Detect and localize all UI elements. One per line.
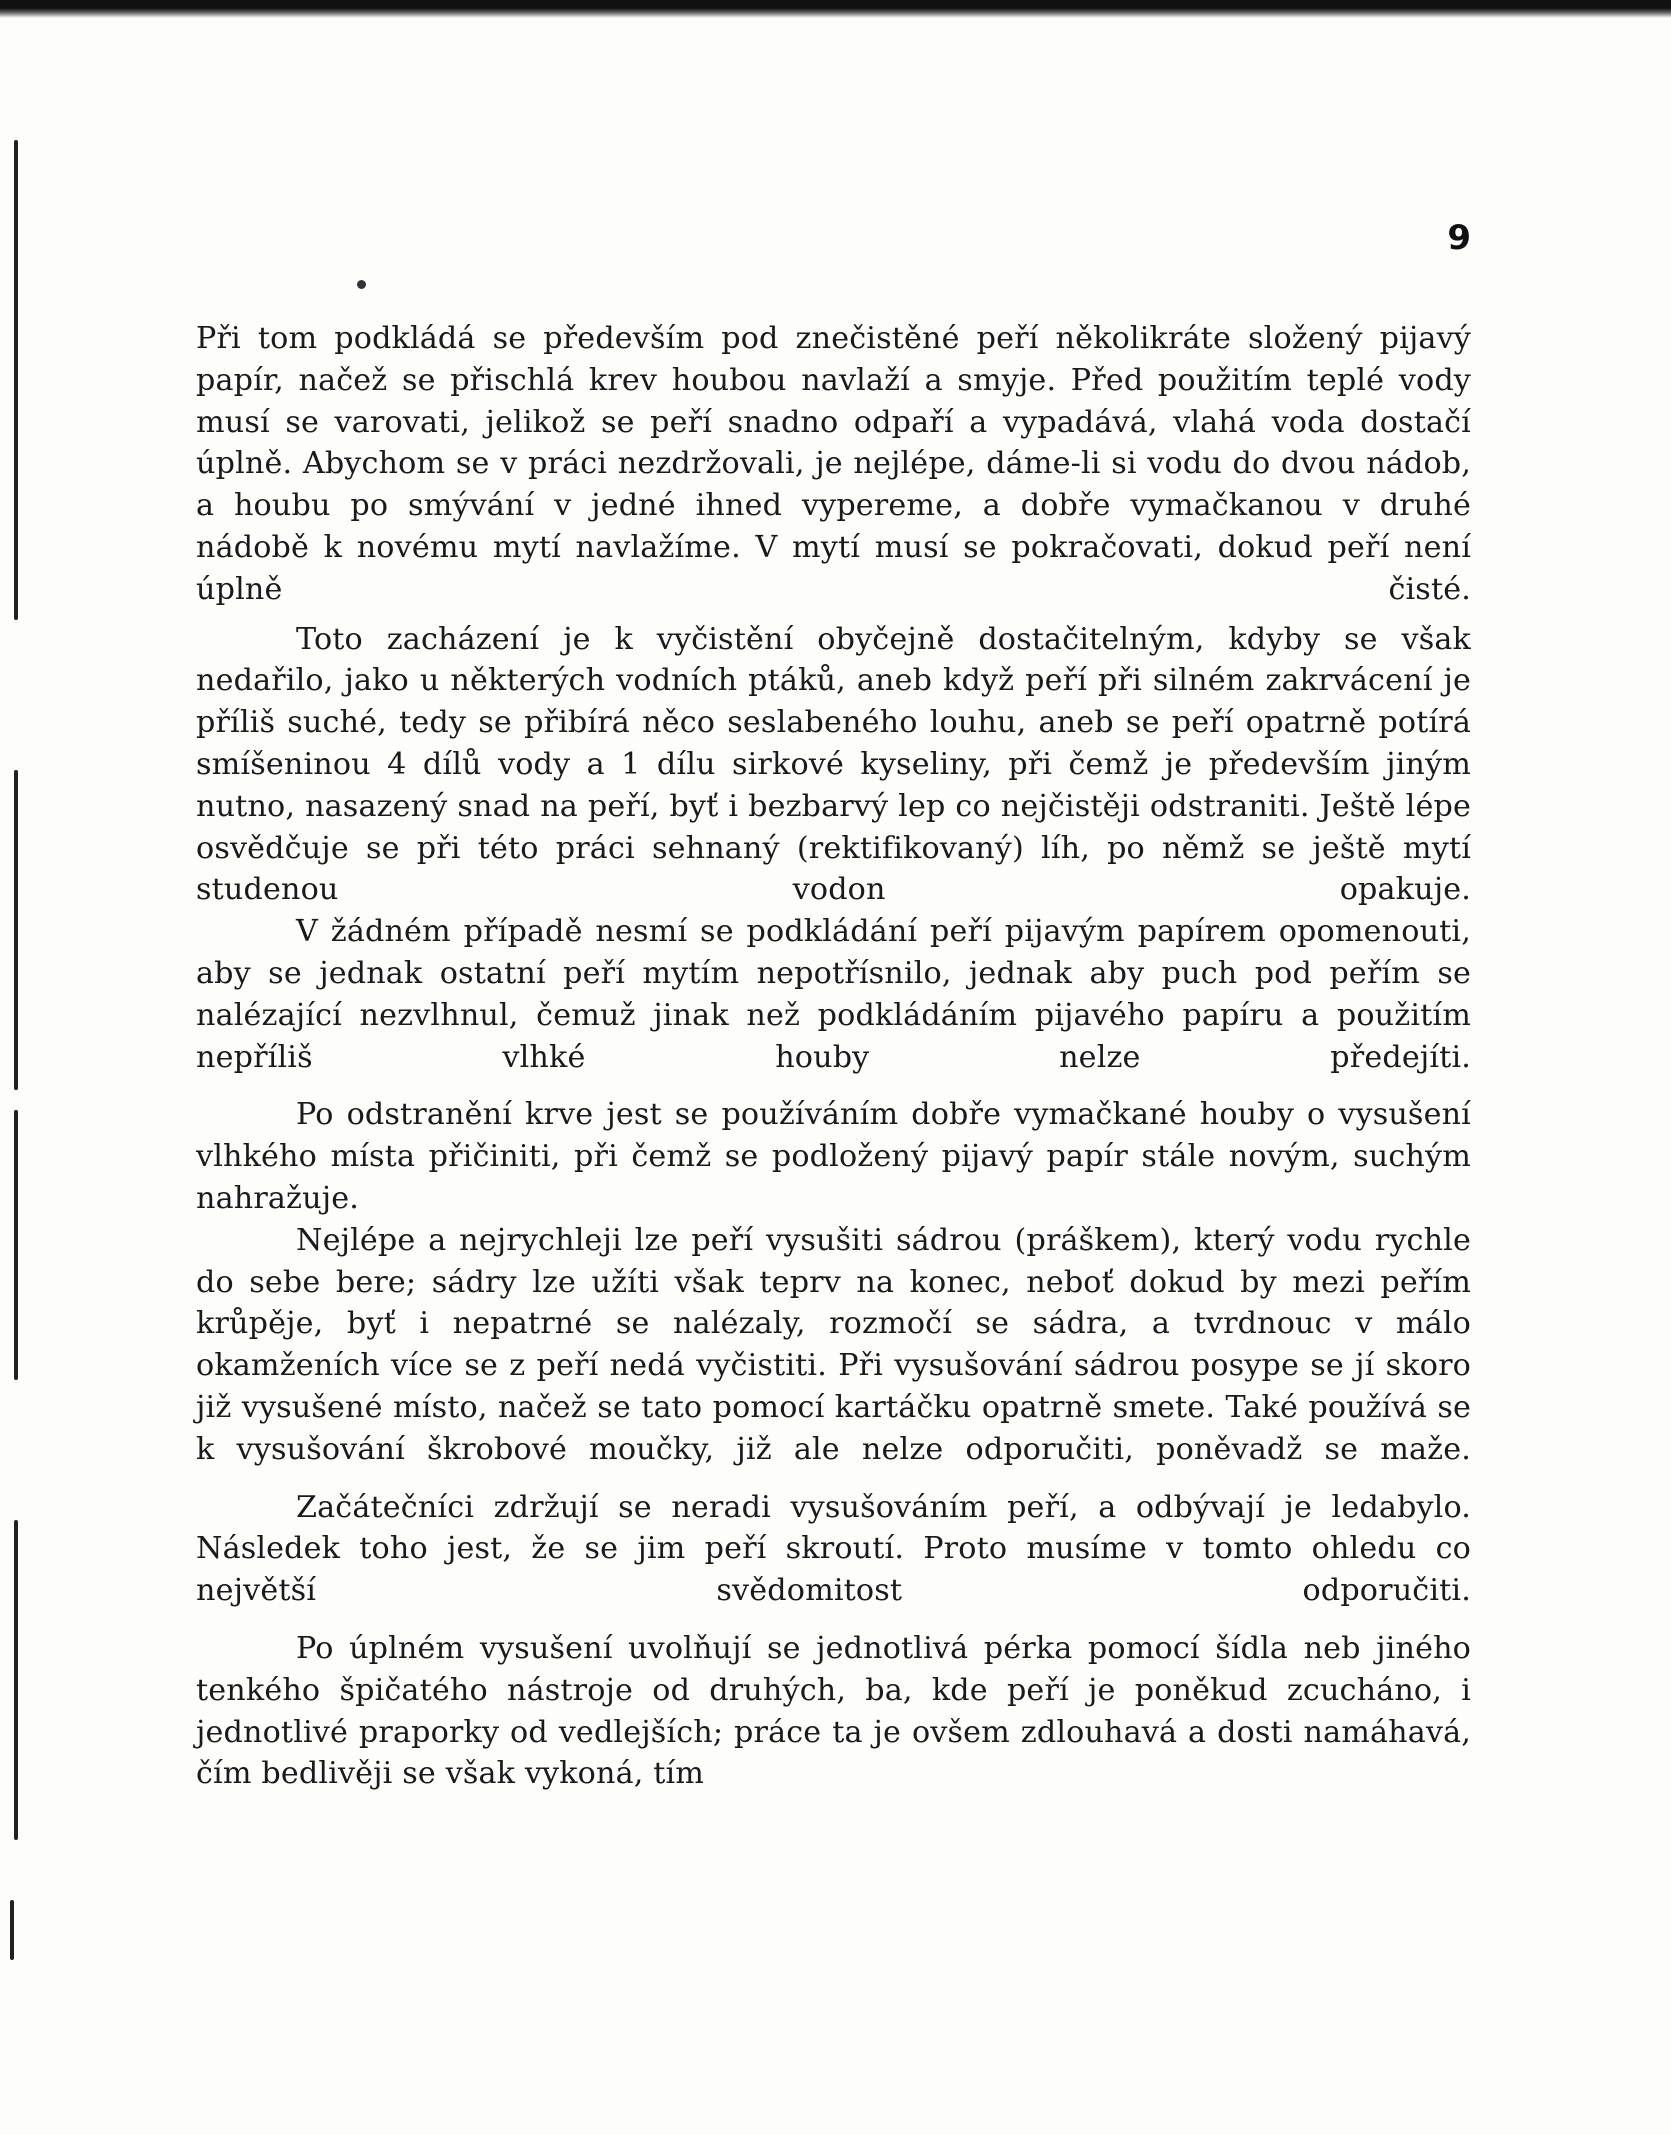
body-text (196, 318, 1471, 1795)
scan-top-edge (0, 0, 1671, 18)
binding-mark (10, 1900, 14, 1960)
paragraph: Začátečníci zdržují se neradi vysušováním peří, a odbývají je ledabylo. Následek toho jest, že se jim peří skroutí. Proto musíme v tomto ohledu co největší svědomitost odporučiti. (196, 1489, 1471, 1609)
paragraph: Při tom podkládá se především pod znečistěné peří několikráte složený pijavý papír, načež se přischlá krev houbou navlaží a smyje. Před použitím teplé vody musí se varovati, jelikož se peří snadno odpaří a vypadává, vlahá voda dostačí úplně. Abychom se v práci nezdržovali, je nejlépe, dáme-li si vodu do dvou nádob, a houbu po smývání v jedné ihned vypereme, a dobře vymačkanou v druhé nádobě k novému mytí navlažíme. V mytí musí se pokračovati, dokud peří není úplně čisté. (196, 321, 1471, 607)
paragraph: Toto zacházení je k vyčistění obyčejně dostačitelným, kdyby se však nedařilo, jako u některých vodních ptáků, aneb když peří při silném zakrvácení je příliš suché, tedy se přibírá něco seslabeného louhu, aneb se peří opatrně potírá smíšeninou 4 dílů vody a 1 dílu sirkové kyseliny, při čemž je především jiným nutno, nasazený snad na peří, byť i bezbarvý lep co nejčistěji odstraniti. Ještě lépe osvědčuje se při této práci sehnaný (rektifikovaný) líh, po němž se ještě mytí studenou vodon opakuje. (196, 621, 1471, 908)
binding-mark (14, 140, 18, 620)
paragraph: Nejlépe a nejrychleji lze peří vysušiti sádrou (práškem), který vodu rychle do sebe bere; sádry lze užíti však teprv na konec, neboť dokud by mezi peřím krůpěje, byť i nepatrné se nalézaly, rozmočí se sádra, a tvrdnouc v málo okamženích více se z peří nedá vyčistiti. Při vysušování sádrou posype se jí skoro již vysušené místo, načež se tato pomocí kartáčku opatrně smete. Také používá se k vysušování škrobové moučky, již ale nelze odporučiti, poněvadž se maže. (196, 1222, 1471, 1467)
binding-mark (14, 1110, 18, 1380)
binding-mark (14, 770, 18, 1090)
scan-speck (357, 280, 366, 289)
paragraph: Po odstranění krve jest se používáním dobře vymačkané houby o vysušení vlhkého místa přičiniti, při čemž se podložený pijavý papír stále novým, suchým nahražuje. (196, 1097, 1471, 1216)
paragraph: Po úplném vysušení uvolňují se jednotlivá pérka pomocí šídla neb jiného tenkého špičatého nástroje od druhých, ba, kde peří je poněkud zcucháno, i jednotlivé praporky od vedlejších; práce ta je ovšem zdlouhavá a dosti namáhavá, čím bedlivěji se však vykoná, tím (196, 1630, 1471, 1792)
page-number: 9 (1447, 218, 1471, 258)
binding-mark (14, 1520, 18, 1840)
paragraph: V žádném případě nesmí se podkládání peří pijavým papírem opomenouti, aby se jednak ostatní peří mytím nepotřísnilo, jednak aby puch pod peřím se nalézající nezvlhnul, čemuž jinak než podkládáním pijavého papíru a použitím nepříliš vlhké houby nelze předejíti. (196, 914, 1471, 1075)
